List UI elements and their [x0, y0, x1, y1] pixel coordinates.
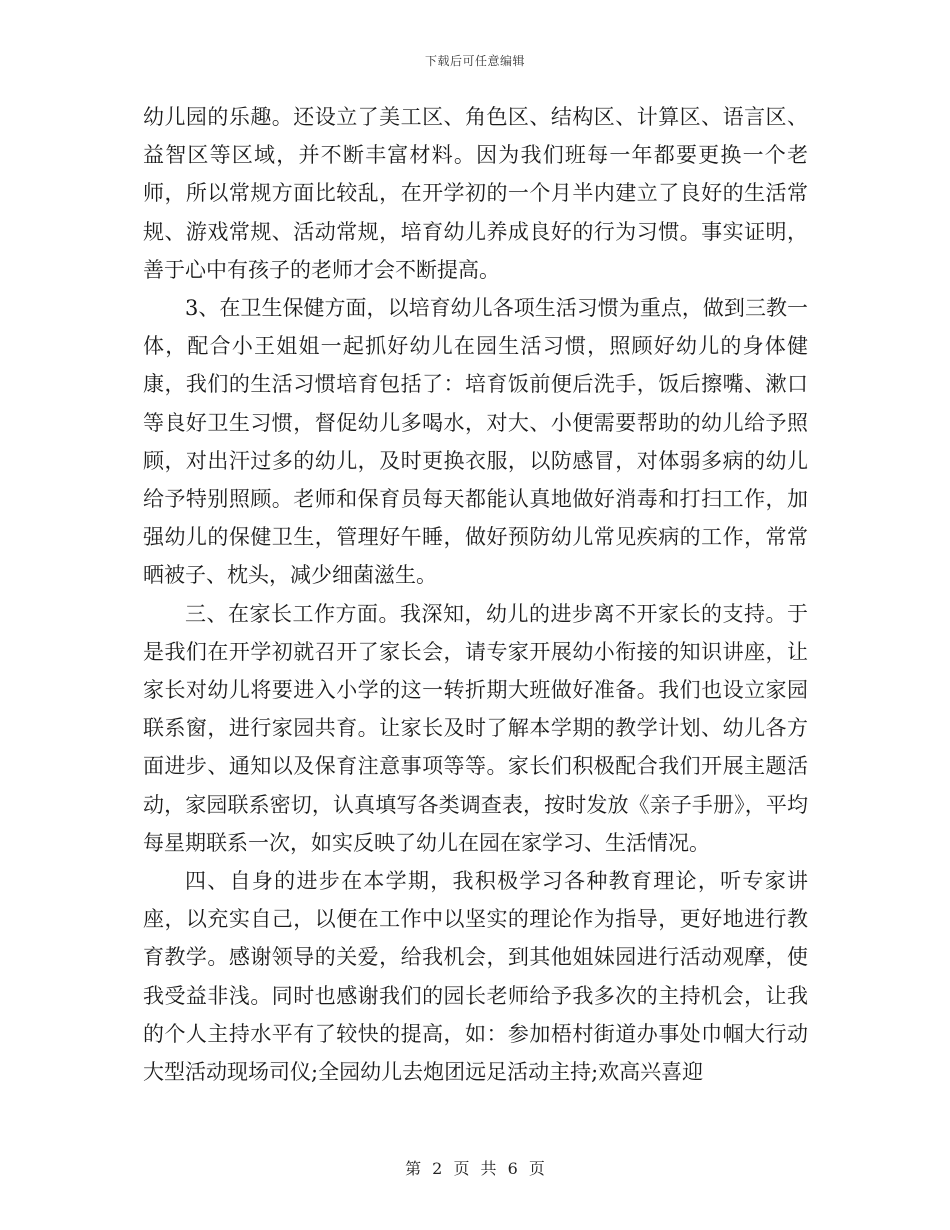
paragraph-4: 四、自身的进步在本学期，我积极学习各种教育理论，听专家讲座，以充实自己，以便在工作中以坚实的理论作为指导，更好地进行教育教学。感谢领导的关爱，给我机会，到其他姐妹园进行活动观摩，使我受益非浅。同时也感谢我们的园长老师给予我多次的主持机会，让我的个人主持水平有了较快的提高，如：参加梧村街道办事处巾帼大行动大型活动现场司仪;全园幼儿去炮团远足活动主持;欢高兴喜迎 — [143, 869, 808, 1085]
page-header: 下载后可任意编辑 — [424, 54, 525, 68]
page-number-footer: 第 2 页 共 6 页 — [405, 1159, 545, 1178]
paragraph-3: 三、在家长工作方面。我深知，幼儿的进步离不开家长的支持。于是我们在开学初就召开了家长会，请专家开展幼小衔接的知识讲座，让家长对幼儿将要进入小学的这一转折期大班做好准备。我们也设立家园联系窗，进行家园共育。让家长及时了解本学期的教学计划、幼儿各方面进步、通知以及保育注意事项等等。家长们积极配合我们开展主题活动，家园联系密切，认真填写各类调查表，按时发放《亲子手册》，平均每星期联系一次，如实反映了幼儿在园在家学习、生活情况。 — [143, 601, 808, 855]
paragraph-2: 3、在卫生保健方面，以培育幼儿各项生活习惯为重点，做到三教一体，配合小王姐姐一起抓好幼儿在园生活习惯，照顾好幼儿的身体健康，我们的生活习惯培育包括了：培育饭前便后洗手，饭后擦嘴、漱口等良好卫生习惯，督促幼儿多喝水，对大、小便需要帮助的幼儿给予照顾，对出汗过多的幼儿，及时更换衣服，以防感冒，对体弱多病的幼儿给予特别照顾。老师和保育员每天都能认真地做好消毒和打扫工作，加强幼儿的保健卫生，管理好午睡，做好预防幼儿常见疾病的工作，常常晒被子、枕头，减少细菌滋生。 — [143, 296, 808, 588]
document-body — [143, 98, 808, 1091]
paragraph-1: 幼儿园的乐趣。还设立了美工区、角色区、结构区、计算区、语言区、益智区等区域，并不断丰富材料。因为我们班每一年都要更换一个老师，所以常规方面比较乱，在开学初的一个月半内建立了良好的生活常规、游戏常规、活动常规，培育幼儿养成良好的行为习惯。事实证明，善于心中有孩子的老师才会不断提高。 — [143, 105, 808, 282]
